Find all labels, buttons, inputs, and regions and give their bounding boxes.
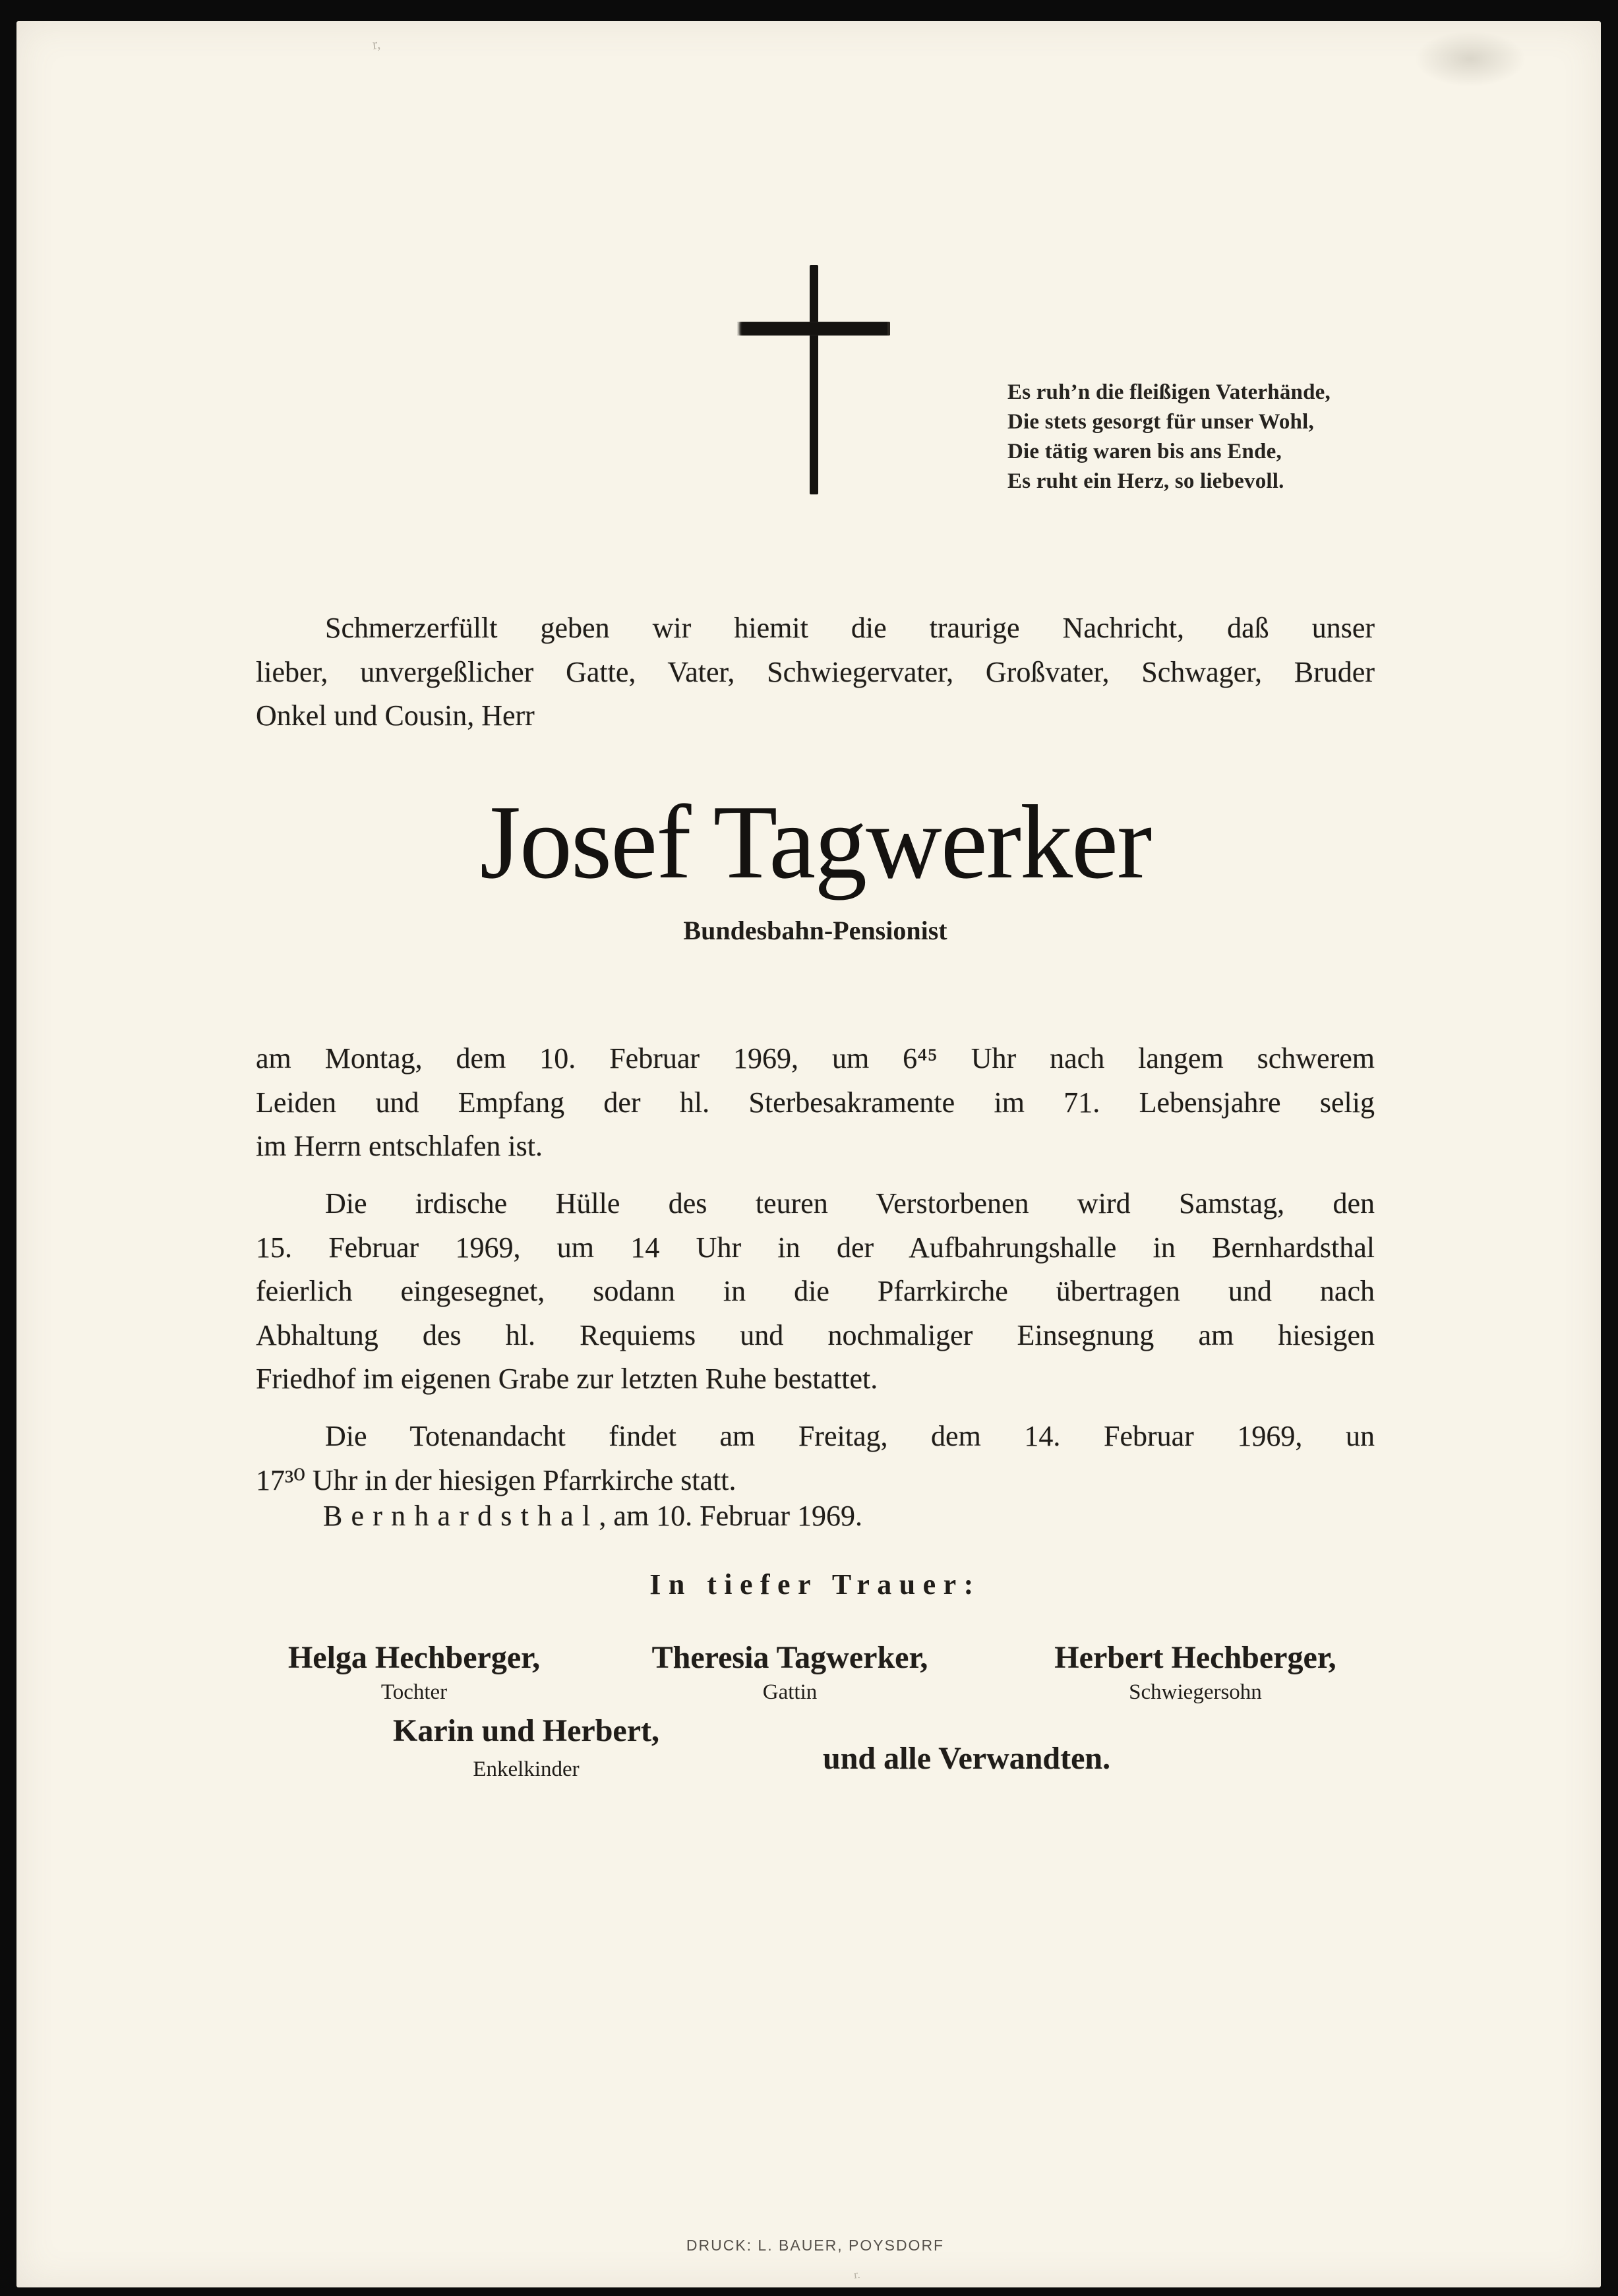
deceased-title: Bundesbahn-Pensionist (683, 916, 947, 945)
text-line: 17³⁰ Uhr in der hiesigen Pfarrkirche statt. (256, 1463, 736, 1496)
text-line: Die Totenandacht findet am Freitag, dem 14. Februar 1969, un (325, 1420, 1375, 1452)
dateline (256, 1496, 1375, 1536)
text-line: im Herrn entschlafen ist. (256, 1130, 543, 1162)
mourning-closing: und alle Verwandten. (823, 1741, 1111, 1776)
text-line: Friedhof im eigenen Grabe zur letzten Ruhe bestattet. (256, 1363, 878, 1395)
mourner-name: Herbert Hechberger, (1054, 1640, 1336, 1675)
verse-line: Die tätig waren bis ans Ende, (1007, 440, 1282, 463)
death-notice-paper (16, 21, 1601, 2287)
dateline-date: , am 10. Februar 1969. (599, 1500, 863, 1532)
text-line: Onkel und Cousin, Herr (256, 699, 535, 732)
pencil-mark: r. (853, 2267, 861, 2281)
verse-line: Es ruht ein Herz, so liebevoll. (1007, 469, 1284, 493)
text-line: 15. Februar 1969, um 14 Uhr in der Aufbahrungshalle in Bernhardsthal (256, 1231, 1375, 1264)
mourner-relation: Gattin (762, 1680, 818, 1704)
death-details-paragraph (256, 1037, 1375, 1169)
text-line: Schmerzerfüllt geben wir hiemit die traurige Nachricht, daß unser (325, 612, 1375, 644)
text-line: Die irdische Hülle des teuren Verstorbenen wird Samstag, den (325, 1187, 1375, 1220)
text-line: feierlich eingesegnet, sodann in die Pfarrkirche übertragen und nach (256, 1275, 1375, 1307)
mourner-widow (638, 1638, 942, 1705)
mourner-son-in-law (1031, 1638, 1360, 1705)
funeral-details-paragraph (256, 1182, 1375, 1401)
text-line: Abhaltung des hl. Requiems und nochmaliger Einsegnung am hiesigen (256, 1318, 1375, 1351)
verse-line: Es ruh’n die fleißigen Vaterhände, (1007, 380, 1331, 404)
mourner-name: Theresia Tagwerker, (651, 1640, 928, 1675)
mourner-relation: Enkelkinder (473, 1757, 580, 1781)
verse-line: Die stets gesorgt für unser Wohl, (1007, 410, 1314, 434)
pencil-mark: r, (371, 35, 382, 53)
dateline-place: Bernhardsthal (323, 1500, 599, 1532)
mourner-name: Karin und Herbert, (393, 1713, 659, 1748)
text-line: am Montag, dem 10. Februar 1969, um 6⁴⁵ Uhr nach langem schwerem (256, 1042, 1375, 1074)
mourner-grandchildren (381, 1711, 671, 1782)
printer-credit: DRUCK: L. BAUER, POYSDORF (686, 2237, 945, 2254)
text-line: lieber, unvergeßlicher Gatte, Vater, Schwiegervater, Großvater, Schwager, Bruder (256, 655, 1375, 688)
wake-details-paragraph (256, 1415, 1375, 1502)
mourner-daughter (282, 1638, 546, 1705)
mourning-heading: In tiefer Trauer: (649, 1568, 981, 1601)
scan-smudge (1414, 31, 1526, 87)
announcement-paragraph (256, 606, 1375, 738)
mourner-relation: Tochter (380, 1680, 448, 1704)
mourner-name: Helga Hechberger, (287, 1640, 541, 1675)
mourner-relation: Schwiegersohn (1129, 1680, 1262, 1704)
deceased-name: Josef Tagwerker (479, 783, 1151, 900)
text-block (256, 21, 1375, 2287)
text-line: Leiden und Empfang der hl. Sterbesakramente im 71. Lebensjahre selig (256, 1086, 1375, 1119)
